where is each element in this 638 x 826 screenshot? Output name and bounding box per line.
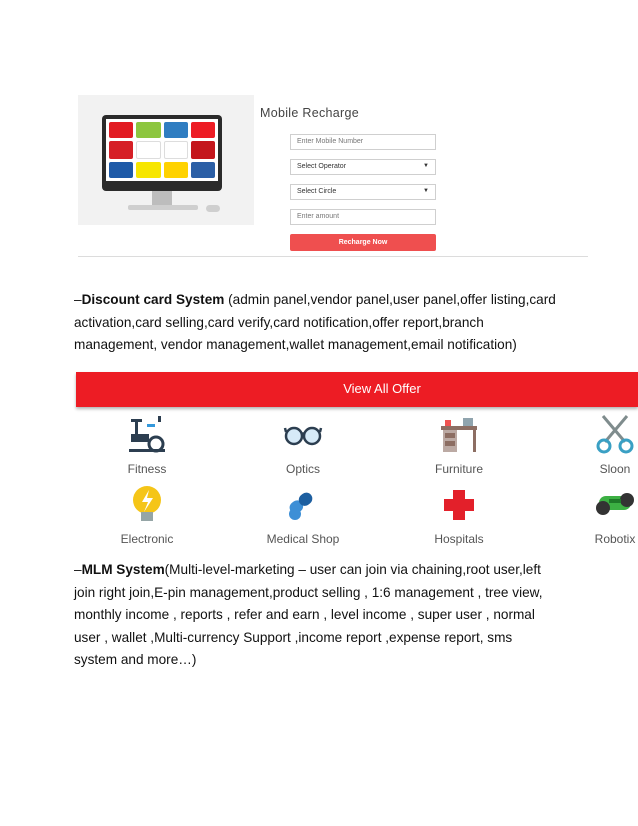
view-all-offer-banner[interactable]: [76, 372, 638, 407]
discount-line-1: (admin panel,vendor panel,user panel,offer listing,card: [224, 292, 556, 307]
operator-logo-tile: [136, 141, 160, 159]
operator-logo-tile: [191, 122, 215, 138]
category-electronic[interactable]: [82, 484, 212, 548]
category-robotix[interactable]: [550, 484, 638, 548]
lightbulb-icon: [127, 484, 167, 524]
pills-icon: [283, 484, 323, 524]
category-label: Sloon: [599, 462, 631, 476]
discount-card-paragraph: [74, 289, 574, 357]
operator-logo-tile: [109, 122, 133, 138]
desk-icon: [439, 414, 479, 454]
glasses-icon: [283, 414, 323, 454]
mouse-icon: [206, 205, 220, 212]
operator-logo-tile: [109, 141, 133, 159]
scissors-icon: [595, 414, 635, 454]
mlm-line-1: (Multi-level-marketing – user can join via chaining,root user,left: [164, 562, 541, 577]
red-cross-icon: [439, 484, 479, 524]
discount-line-2: activation,card selling,card verify,card notification,offer report,branch: [74, 314, 484, 330]
view-all-offer-label: View All Offer: [343, 381, 421, 396]
dash: –: [74, 562, 82, 577]
category-label: Optics: [285, 462, 320, 476]
operator-select-label: Select Operator: [297, 163, 347, 170]
divider: [78, 256, 588, 257]
category-hospitals[interactable]: [394, 484, 524, 548]
category-fitness[interactable]: [82, 414, 212, 478]
circle-select-label: Select Circle: [297, 188, 337, 195]
operator-logo-tile: [164, 122, 188, 138]
dash: –: [74, 292, 82, 307]
discount-line-3: management, vendor management,wallet management,email notification): [74, 337, 517, 352]
mlm-line-4: user , wallet ,Multi-currency Support ,income report ,expense report, sms: [74, 629, 513, 645]
operator-logos: [106, 119, 218, 181]
operator-logo-tile: [136, 162, 160, 178]
mlm-system-paragraph: [74, 559, 574, 672]
category-label: Fitness: [127, 462, 167, 476]
exercise-bike-icon: [127, 414, 167, 454]
monitor-icon: [102, 115, 222, 191]
monitor-illustration: [78, 95, 254, 225]
operator-logo-tile: [191, 162, 215, 178]
mlm-line-3: monthly income , reports , refer and earn , level income , super user , normal: [74, 607, 535, 622]
category-optics[interactable]: [238, 414, 368, 478]
recharge-now-button[interactable]: Recharge Now: [290, 234, 436, 251]
operator-logo-tile: [109, 162, 133, 178]
category-label: Robotix: [594, 532, 636, 546]
category-medical-shop[interactable]: [238, 484, 368, 548]
operator-select[interactable]: [290, 159, 436, 175]
caret-down-icon: ▼: [423, 163, 429, 169]
category-label: Furniture: [434, 462, 484, 476]
hoverboard-icon: [595, 484, 635, 524]
caret-down-icon: ▼: [423, 188, 429, 194]
mlm-line-2: join right join,E-pin management,product selling , 1:6 management , tree view,: [74, 584, 543, 600]
monitor-stand: [152, 191, 172, 205]
mobile-recharge-panel: [78, 95, 588, 257]
category-furniture[interactable]: [394, 414, 524, 478]
category-label: Electronic: [120, 532, 174, 546]
mlm-system-heading: MLM System: [81, 562, 165, 577]
mobile-number-input[interactable]: Enter Mobile Number: [290, 134, 436, 150]
mlm-line-5: system and more…): [74, 652, 197, 667]
category-label: Hospitals: [434, 532, 484, 546]
category-sloon[interactable]: [550, 414, 638, 478]
category-label: Medical Shop: [266, 532, 340, 546]
operator-logo-tile: [164, 141, 188, 159]
discount-card-heading: Discount card System: [81, 292, 225, 307]
operator-logo-tile: [164, 162, 188, 178]
operator-logo-tile: [136, 122, 160, 138]
circle-select[interactable]: [290, 184, 436, 200]
recharge-title: Mobile Recharge: [260, 106, 359, 120]
operator-logo-tile: [191, 141, 215, 159]
keyboard-icon: [128, 205, 198, 210]
amount-input[interactable]: Enter amount: [290, 209, 436, 225]
